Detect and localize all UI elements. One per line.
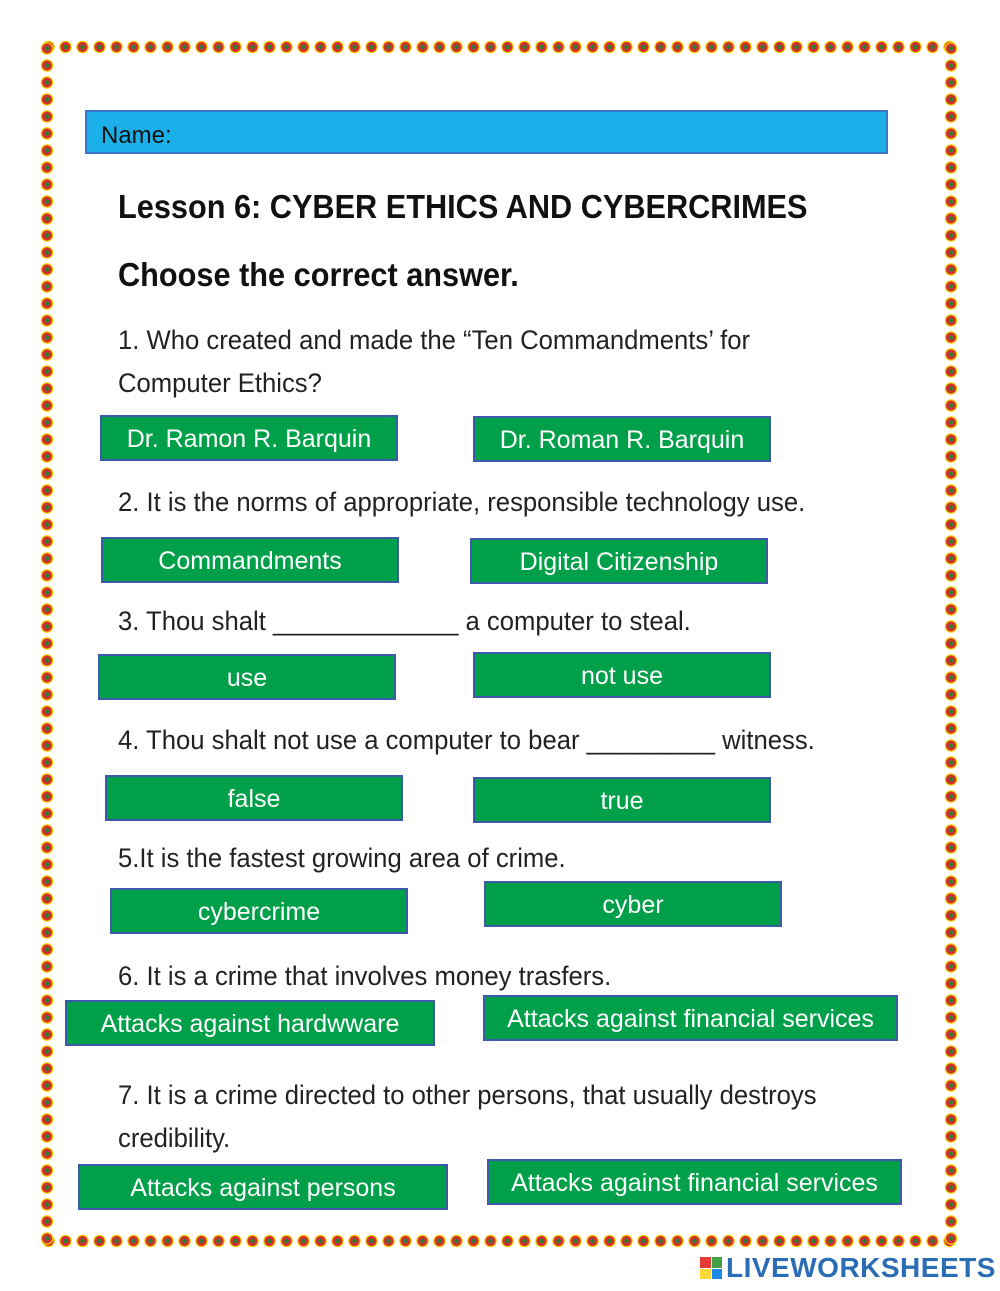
question-4: 4. Thou shalt not use a computer to bear _________ witness.	[118, 725, 815, 755]
flower-border-top	[40, 40, 958, 54]
question-6: 6. It is a crime that involves money trasfers.	[118, 961, 612, 991]
question-2: 2. It is the norms of appropriate, responsible technology use.	[118, 487, 806, 517]
lesson-title: Lesson 6: CYBER ETHICS AND CYBERCRIMES	[118, 188, 808, 225]
logo-text: LIVEWORKSHEETS	[726, 1252, 996, 1283]
answer-option[interactable]: Dr. Ramon R. Barquin	[100, 415, 398, 461]
answer-option[interactable]: Attacks against persons	[78, 1164, 448, 1210]
answer-option[interactable]: Attacks against financial services	[483, 995, 898, 1041]
instruction: Choose the correct answer.	[118, 256, 519, 293]
answer-option[interactable]: cyber	[484, 881, 782, 927]
name-label: Name:	[101, 122, 172, 149]
liveworksheets-logo-icon	[700, 1257, 722, 1279]
flower-border-bottom	[40, 1234, 958, 1248]
answer-option[interactable]: use	[98, 654, 396, 700]
name-field[interactable]	[85, 110, 888, 154]
answer-option[interactable]: Commandments	[101, 537, 399, 583]
answer-option[interactable]: Attacks against financial services	[487, 1159, 902, 1205]
flower-border-left	[40, 40, 54, 1248]
question-3: 3. Thou shalt _____________ a computer to steal.	[118, 606, 691, 636]
question-7: 7. It is a crime directed to other persons, that usually destroys credibility.	[118, 1080, 817, 1153]
answer-option[interactable]: false	[105, 775, 403, 821]
answer-option[interactable]: Attacks against hardwware	[65, 1000, 435, 1046]
question-1: 1. Who created and made the “Ten Commandments’ for Computer Ethics?	[118, 325, 751, 398]
answer-option[interactable]: true	[473, 777, 771, 823]
answer-option[interactable]: cybercrime	[110, 888, 408, 934]
question-5: 5.It is the fastest growing area of crime.	[118, 843, 566, 873]
answer-option[interactable]: Digital Citizenship	[470, 538, 768, 584]
liveworksheets-logo	[700, 1253, 996, 1283]
flower-border-right	[944, 40, 958, 1248]
answer-option[interactable]: Dr. Roman R. Barquin	[473, 416, 771, 462]
answer-option[interactable]: not use	[473, 652, 771, 698]
